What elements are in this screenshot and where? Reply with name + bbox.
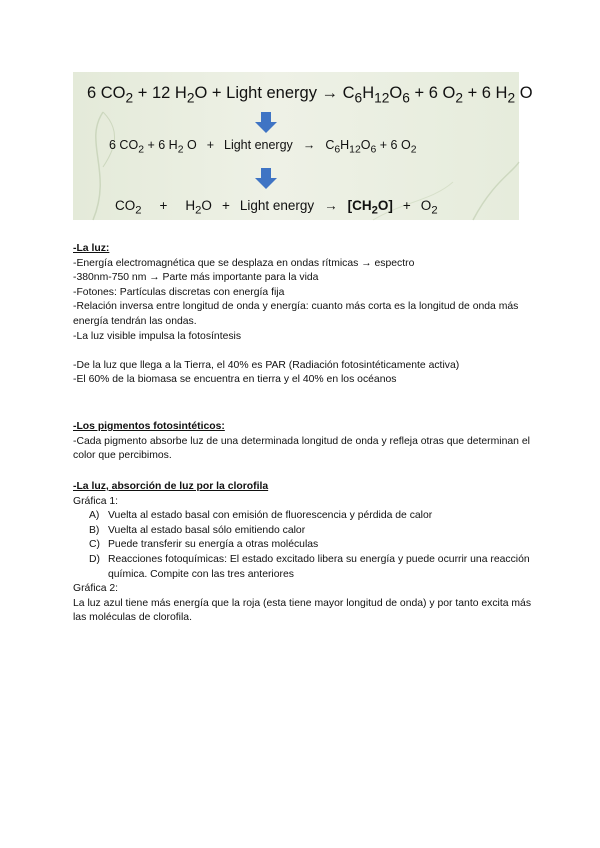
section-chlorophyll <box>73 480 543 626</box>
graph-label: Gráfica 2: <box>73 583 119 595</box>
equation-simplified: 6 $CO_2 + 6$ $H_2$ O + Light energy → $C_6H_{12}O_6 + 6$ $O_2$ <box>109 138 417 156</box>
list-item: B) Vuelta al estado basal sólo emitiendo calor <box>89 524 306 536</box>
graph-label: Gráfica 1: <box>73 495 119 507</box>
text-line: -El 60% de la biomasa se encuentra en tierra y el 40% en los océanos <box>73 374 397 386</box>
section-title: -La luz: <box>73 243 110 254</box>
text-line: -Cada pigmento absorbe luz de una determinada longitud de onda y refleja otras que determinan el color que percibimos. <box>73 435 530 462</box>
text-line: La luz azul tiene más energía que la roja (esta tiene mayor longitud de onda) y por tanto excita más las moléculas de clorofila. <box>73 597 532 624</box>
equation-full: 6 $CO_2 + 12$ $H_2O$ + Light energy → $C_6H_{12}O_6 + 6$ $O_2 + 6$ $H_2$ O <box>87 84 533 106</box>
text-line: -380nm-750 nm → Parte más importante para la vida <box>73 272 319 284</box>
text-line: -Relación inversa entre longitud de onda y energía: cuanto más corta es la longitud de onda más energía tendrán las ondas. <box>73 301 519 327</box>
section-title: -La luz, absorción de luz por la clorofila <box>73 481 269 492</box>
list-item: D) Reacciones fotoquímicas: El estado excitado libera su energía y puede ocurrir una reacción química. Compite con las tres anteriores <box>89 553 530 580</box>
section-light <box>73 242 543 388</box>
list-item: C) Puede transferir su energía a otras moléculas <box>89 539 319 551</box>
text-line: -Energía electromagnética que se desplaza en ondas rítmicas → espectro <box>73 257 415 269</box>
section-title: -Los pigmentos fotosintéticos: <box>73 421 225 432</box>
text-line: -Fotones: Partículas discretas con energía fija <box>73 286 285 298</box>
reaction-list <box>73 509 543 582</box>
photosynthesis-equation-figure <box>73 72 533 220</box>
equation-general: $CO_2 + H_2O$ + Light energy → $[CH_2O] + O_2$ <box>115 198 438 217</box>
list-item: A) Vuelta al estado basal con emisión de fluorescencia y pérdida de calor <box>89 510 433 522</box>
down-arrow-icon <box>255 168 277 190</box>
text-line: -La luz visible impulsa la fotosíntesis <box>73 330 242 342</box>
down-arrow-icon <box>255 112 277 134</box>
text-line: -De la luz que llega a la Tierra, el 40% es PAR (Radiación fotosintéticamente activa) <box>73 359 460 371</box>
section-pigments <box>73 420 543 464</box>
